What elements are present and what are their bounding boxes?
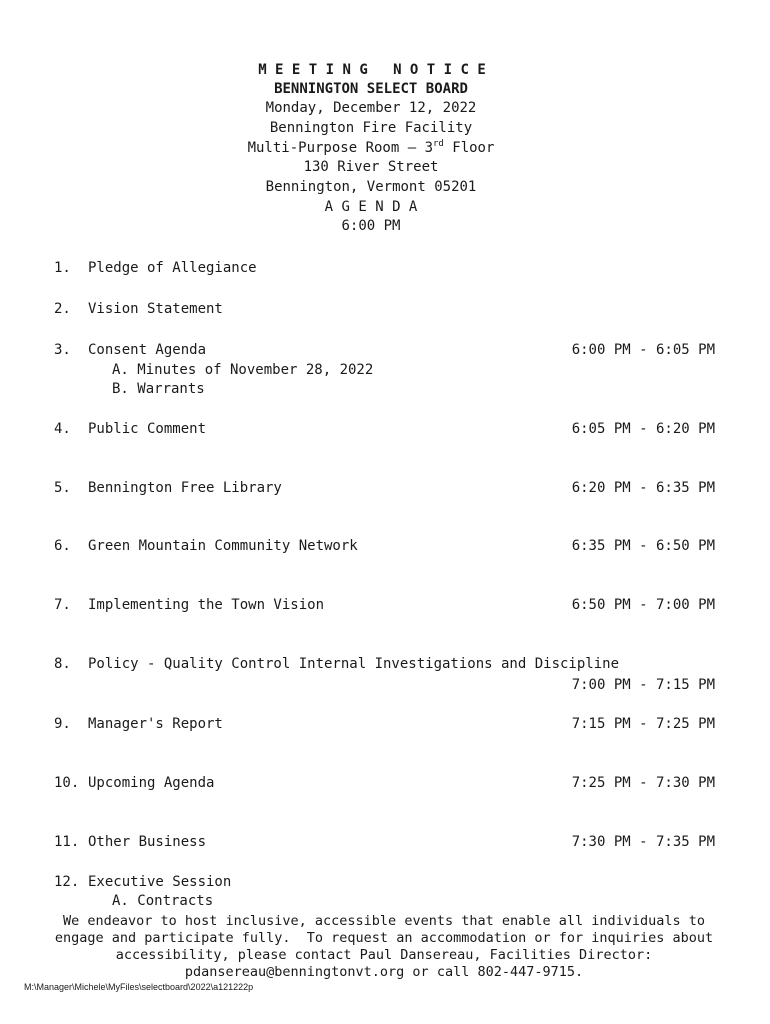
accessibility-notice-line: accessibility, please contact Paul Dansereau, Facilities Director: [115,947,653,963]
meeting-notice-heading: M E E T I N G N O T I C E [258,62,486,78]
agenda-item-time: 6:00 PM - 6:05 PM [571,342,715,358]
agenda-heading: A G E N D A [324,199,418,215]
agenda-item-time: 6:20 PM - 6:35 PM [571,480,715,496]
agenda-item-number: 4. [54,421,71,437]
agenda-item-time: 7:30 PM - 7:35 PM [571,834,715,850]
agenda-subitem: A. Contracts [112,893,214,909]
meeting-city: Bennington, Vermont 05201 [265,179,477,195]
agenda-item-title: Executive Session [88,874,232,890]
agenda-item-time: 6:05 PM - 6:20 PM [571,421,715,437]
agenda-item-title: Public Comment [88,421,207,437]
meeting-facility: Bennington Fire Facility [269,120,473,136]
agenda-item-time: 6:50 PM - 7:00 PM [571,597,715,613]
agenda-item-title: Green Mountain Community Network [88,538,358,554]
agenda-item-number: 7. [54,597,71,613]
agenda-item-title: Manager's Report [88,716,223,732]
room-floor-ordinal: rd [433,139,444,149]
agenda-item-number: 1. [54,260,71,276]
accessibility-notice-line: pdansereau@benningtonvt.org or call 802-447-9715. [184,964,584,980]
meeting-street: 130 River Street [303,159,439,175]
agenda-item-number: 3. [54,342,71,358]
agenda-item-number: 6. [54,538,71,554]
agenda-item-title: Vision Statement [88,301,223,317]
file-path: M:\Manager\Michele\MyFiles\selectboard\2022\a121222p [24,982,254,992]
agenda-item-number: 11. [54,834,80,850]
agenda-item-title: Upcoming Agenda [88,775,215,791]
agenda-item-number: 9. [54,716,71,732]
board-name: BENNINGTON SELECT BOARD [274,81,468,97]
meeting-room [0,139,742,158]
agenda-item-number: 2. [54,301,71,317]
agenda-item-title: Bennington Free Library [88,480,282,496]
agenda-item-title: Implementing the Town Vision [88,597,325,613]
room-suffix: Floor [443,140,495,156]
room-prefix: Multi-Purpose Room – 3 [247,140,433,156]
meeting-start-time: 6:00 PM [341,218,401,234]
agenda-item-time: 7:00 PM - 7:15 PM [571,677,715,693]
meeting-date: Monday, December 12, 2022 [265,100,477,116]
agenda-item-title: Other Business [88,834,207,850]
agenda-item-number: 8. [54,656,71,672]
agenda-item-number: 12. [54,874,80,890]
agenda-item-time: 7:25 PM - 7:30 PM [571,775,715,791]
agenda-item-title: Pledge of Allegiance [88,260,257,276]
agenda-item-title: Consent Agenda [88,342,207,358]
agenda-item-time: 6:35 PM - 6:50 PM [571,538,715,554]
agenda-subitem: A. Minutes of November 28, 2022 [112,362,374,378]
agenda-item-time: 7:15 PM - 7:25 PM [571,716,715,732]
agenda-item-number: 10. [54,775,80,791]
accessibility-notice-line: We endeavor to host inclusive, accessible events that enable all individuals to [62,913,706,929]
agenda-subitem: B. Warrants [112,381,205,397]
agenda-item-number: 5. [54,480,71,496]
accessibility-notice-line: engage and participate fully. To request an accommodation or for inquiries about [54,930,714,946]
agenda-item-title: Policy - Quality Control Internal Investigations and Discipline [88,656,620,672]
